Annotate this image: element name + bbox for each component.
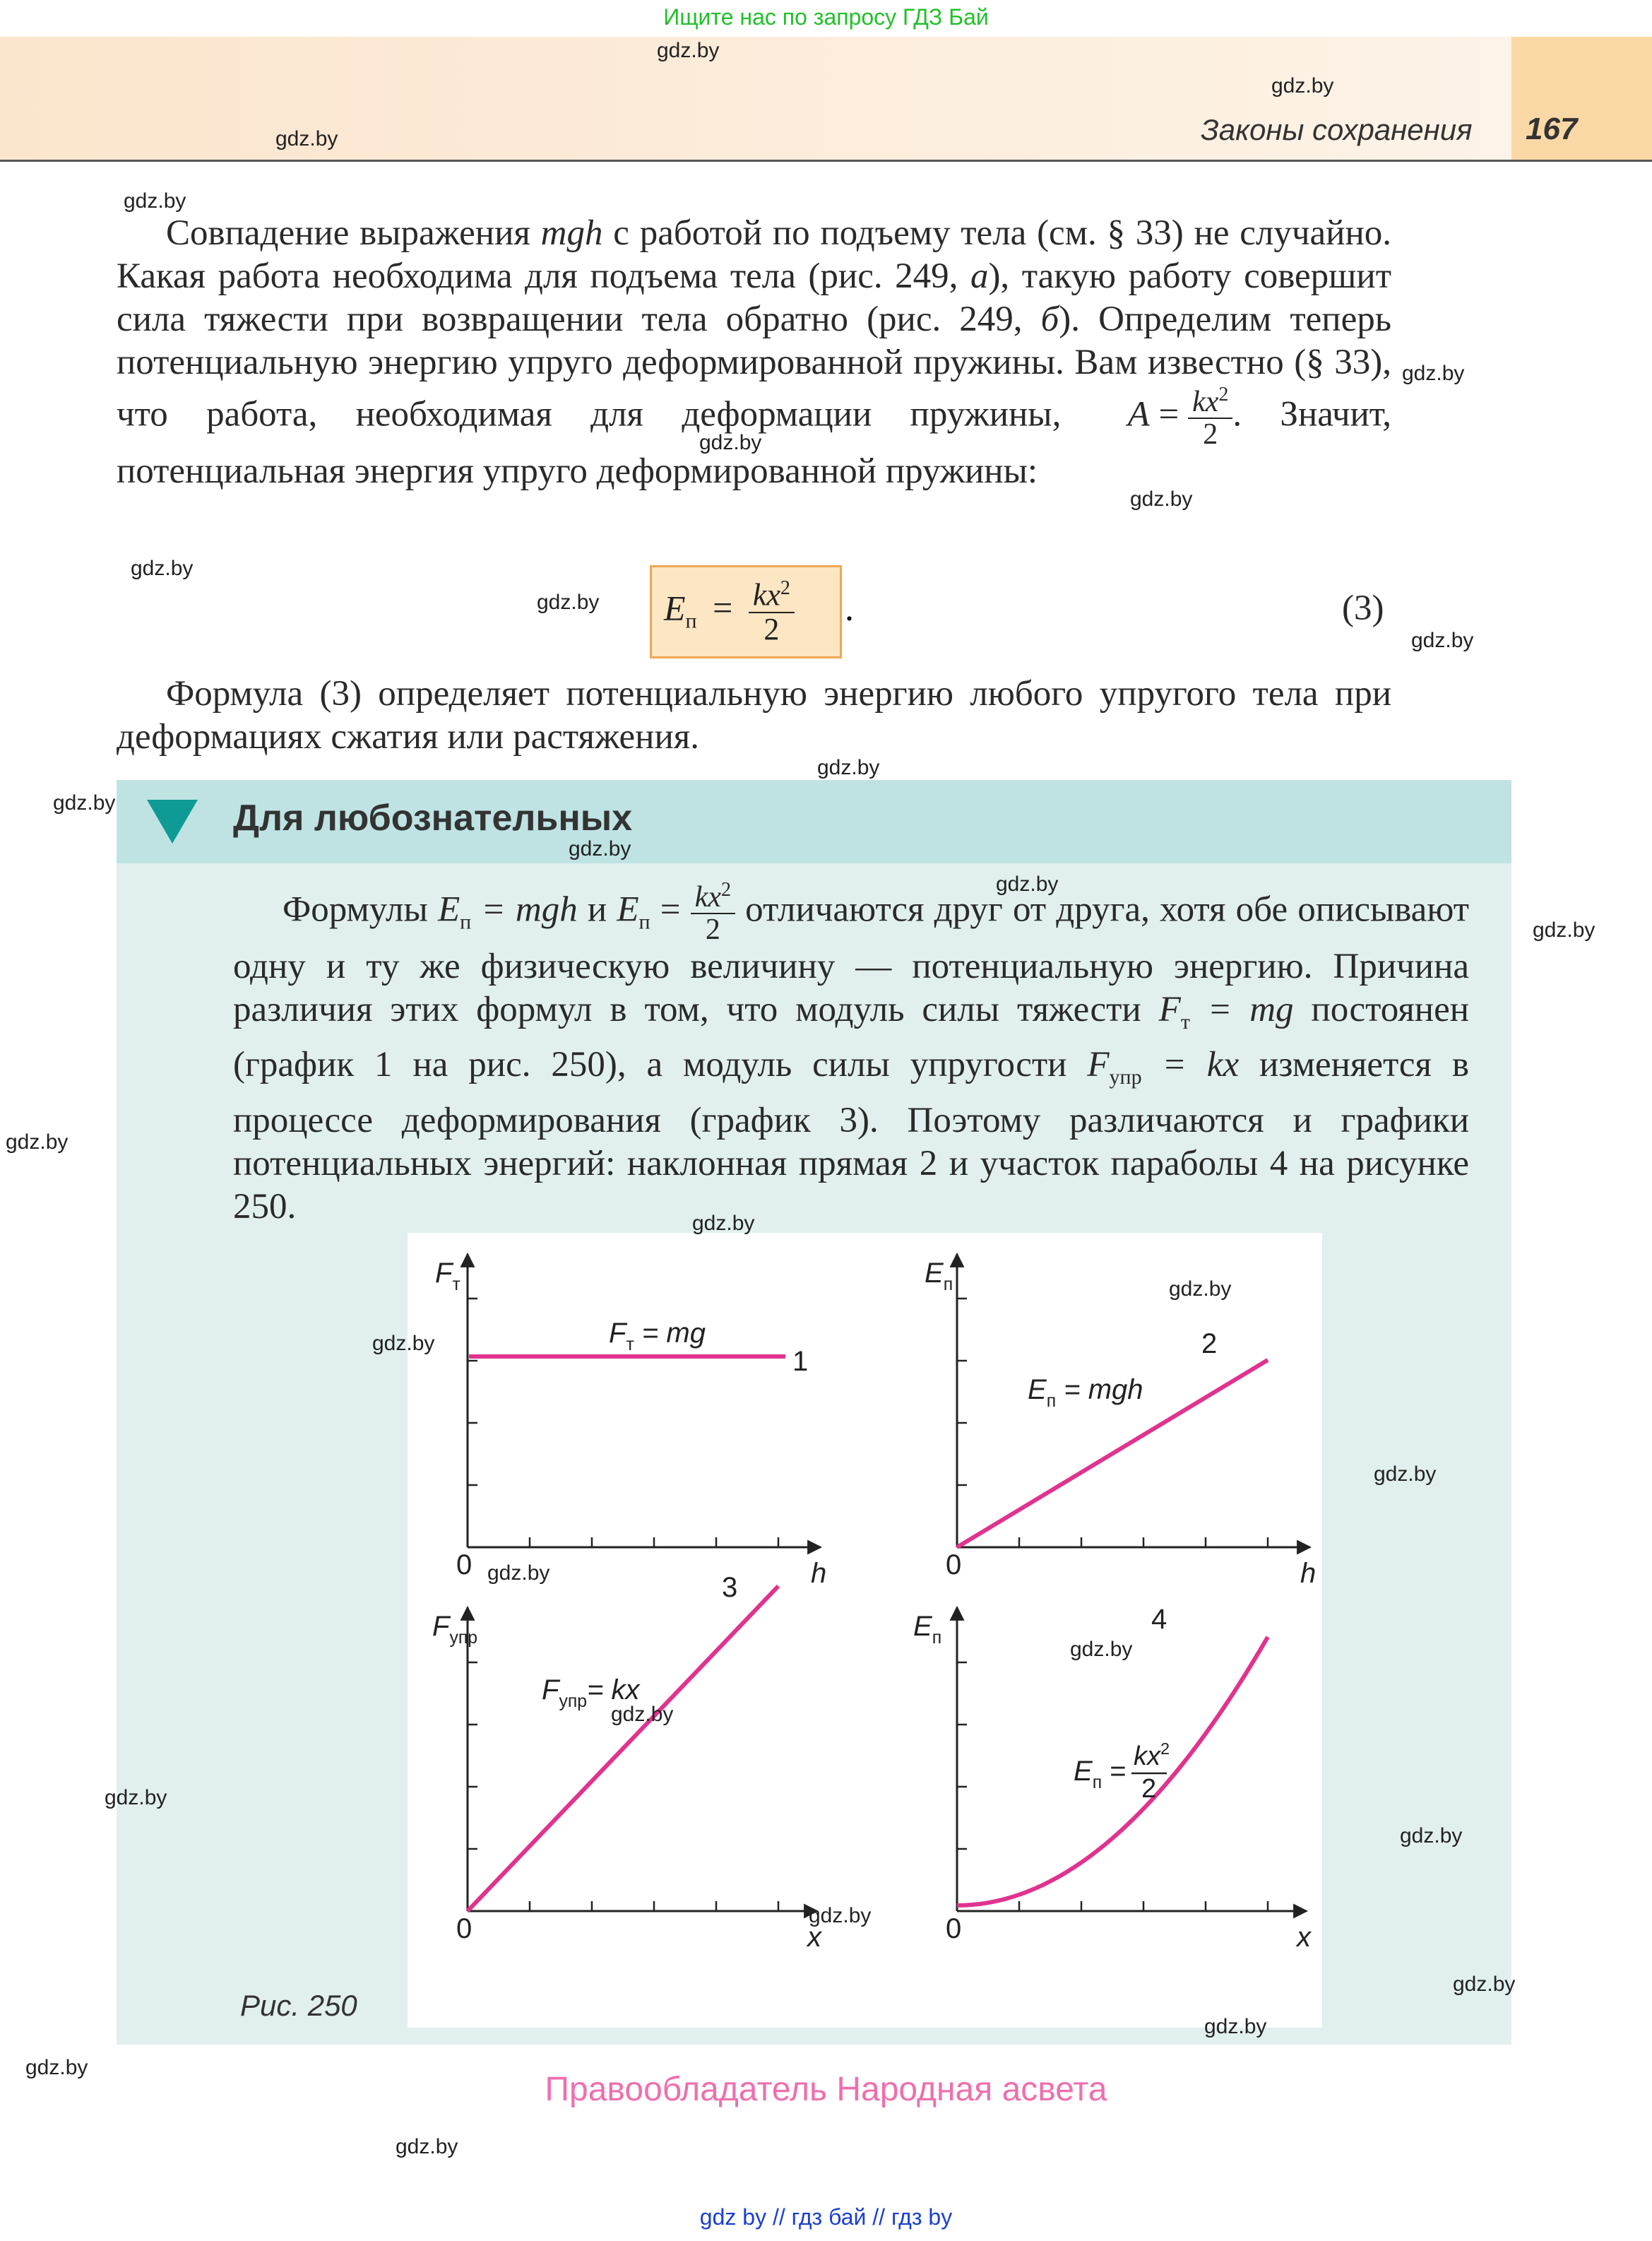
y-axis-label: $E_п$: [913, 1611, 942, 1648]
text: а: [970, 256, 989, 296]
watermark: gdz.by: [25, 2056, 88, 2079]
text: упр: [1109, 1065, 1142, 1089]
x-axis-label: x: [1297, 1922, 1311, 1953]
origin-label: 0: [456, 1549, 473, 1580]
fraction: [691, 880, 735, 945]
curve-formula: $E_п$ = mgh: [1028, 1374, 1143, 1412]
text: б: [1040, 300, 1059, 339]
top-banner[interactable]: Ищите нас по запросу ГДЗ Бай: [663, 4, 989, 30]
watermark: gdz.by: [611, 1703, 674, 1726]
origin-label: 0: [946, 1549, 962, 1580]
watermark: gdz.by: [53, 791, 116, 815]
fraction-num: [749, 578, 795, 613]
var-F: F: [1087, 1045, 1110, 1085]
text: Формула (3) определяет потенциальную энергию любого упругого тела при деформациях сжатия или растяжения.: [117, 674, 1391, 757]
triangle-icon: [147, 800, 198, 844]
curve-number: 3: [722, 1572, 738, 1603]
watermark: gdz.by: [817, 756, 880, 779]
curve-formula: $F_т$ = mg: [609, 1318, 706, 1355]
text: kx: [752, 577, 780, 613]
formula-3: [664, 578, 795, 646]
watermark: gdz.by: [124, 189, 186, 213]
text: = mg: [1189, 990, 1294, 1030]
text: п: [685, 609, 697, 633]
watermark: gdz.by: [692, 1212, 755, 1235]
fraction: [749, 578, 795, 646]
watermark: gdz.by: [1402, 362, 1465, 385]
fraction-den: 2: [763, 611, 780, 646]
fraction: [1188, 384, 1232, 450]
fraction-num: $kx^2$: [1134, 1739, 1170, 1771]
text: = mgh: [471, 889, 578, 930]
x-axis-label: x: [807, 1922, 821, 1953]
curve-formula: $F_{упр}=$ kx: [542, 1674, 640, 1712]
curve-number: 4: [1151, 1604, 1167, 1635]
page-number: 167: [1526, 112, 1578, 146]
watermark: gdz.by: [1533, 918, 1595, 942]
x-axis-label: h: [811, 1558, 827, 1589]
curious-title: Для любознательных: [233, 798, 633, 839]
watermark: gdz.by: [131, 557, 194, 580]
text: Формулы: [283, 889, 438, 930]
watermark: gdz.by: [1204, 2015, 1267, 2038]
curve-number: 1: [792, 1346, 809, 1377]
text: kx: [694, 881, 722, 913]
copyright: Правообладатель Народная асвета: [545, 2071, 1107, 2108]
section-title: Законы сохранения: [1201, 113, 1473, 146]
text: =: [660, 889, 681, 930]
watermark: gdz.by: [1411, 629, 1474, 652]
text: ). Определим теперь потенциальную энергию упруго деформированной пружины. Вам известно (§ 33), что работа, необходимая для деформации пружины,: [117, 300, 1391, 434]
watermark: gdz.by: [396, 2135, 458, 2158]
origin-label: 0: [456, 1913, 473, 1944]
text: и: [577, 889, 617, 930]
text: = kx: [1141, 1045, 1240, 1085]
var-A: A: [1127, 394, 1150, 434]
y-axis-label: $F_т$: [435, 1258, 460, 1295]
var-E: E: [664, 588, 686, 628]
y-axis-label: $E_п$: [925, 1258, 953, 1295]
labels-layer: [432, 1258, 1316, 1953]
axes-layer: [468, 1254, 1310, 1911]
text: Совпадение выражения: [166, 213, 541, 253]
var-mgh: mgh: [540, 213, 603, 253]
watermark: gdz.by: [105, 1786, 167, 1809]
curve-formula: $E_п$ =: [1074, 1756, 1127, 1793]
watermark: gdz.by: [275, 127, 338, 150]
equation-number: (3): [1342, 589, 1384, 628]
origin-label: 0: [946, 1913, 962, 1944]
watermark: gdz.by: [996, 873, 1059, 896]
text: 2: [721, 879, 732, 901]
text: постоянен (график 1 на рис. 250), а модуль силы упругости: [233, 990, 1469, 1085]
curve-3: [468, 1586, 778, 1911]
text: изменяется в процессе деформирования (график 3). Поэтому различаются и графики потенциальных энергий: наклонная прямая 2 и участок параболы 4 на рисунке 250.: [233, 1045, 1469, 1226]
watermark: gdz.by: [809, 1904, 872, 1927]
fraction-num: [1188, 384, 1232, 419]
watermark: gdz.by: [487, 1561, 550, 1585]
watermark: gdz.by: [537, 591, 600, 614]
text: ), такую работу совершит сила тяжести при возвращении тела обратно (рис. 249,: [117, 256, 1391, 339]
watermark: gdz.by: [1130, 487, 1193, 511]
watermark: gdz.by: [1453, 1973, 1516, 1996]
curve-number: 2: [1201, 1328, 1218, 1359]
curves-layer: [468, 1356, 1268, 1911]
watermark: gdz.by: [657, 39, 720, 62]
var-E: E: [617, 889, 639, 930]
curious-paragraph: [233, 880, 1469, 1229]
text: с работой по подъему тела (см. § 33) не случайно. Какая работа необходима для подъема тела (рис. 249,: [117, 213, 1392, 296]
y-axis-label: $F_{упр}$: [432, 1611, 478, 1648]
text: kx: [1192, 386, 1219, 418]
watermark: gdz.by: [1271, 74, 1334, 97]
text: 2: [780, 577, 790, 599]
watermark: gdz.by: [1070, 1638, 1133, 1661]
text: отличаются друг от друга, хотя обе описывают одну и ту же физическую величину — потенциальную энергию. Причина различия этих формул в том, что модуль силы тяжести: [233, 889, 1470, 1030]
watermark: gdz.by: [1374, 1462, 1437, 1486]
watermark: gdz.by: [6, 1130, 69, 1154]
text: т: [1180, 1010, 1190, 1034]
watermark: gdz.by: [1169, 1277, 1232, 1301]
figure-caption: Рис. 250: [240, 1989, 357, 2022]
watermark: gdz.by: [699, 431, 762, 454]
fraction-den: 2: [1203, 418, 1218, 451]
paragraph-formula-3: [117, 673, 1391, 759]
text: . Значит, потенциальная энергия упруго деформированной пружины:: [117, 394, 1391, 492]
text: 2: [1218, 384, 1229, 406]
fraction-num: [691, 880, 735, 914]
watermark: gdz.by: [569, 837, 631, 861]
work-formula: [1128, 384, 1233, 450]
var-E: E: [437, 889, 460, 930]
text: п: [460, 910, 472, 934]
x-axis-label: h: [1300, 1558, 1317, 1589]
fraction-den: 2: [1141, 1774, 1157, 1804]
text: п: [638, 910, 650, 934]
watermark: gdz.by: [372, 1332, 435, 1355]
bottom-links[interactable]: gdz by // гдз бай // гдз by: [699, 2204, 953, 2230]
text: =: [1149, 394, 1189, 434]
formula-period: .: [845, 589, 854, 629]
watermark: gdz.by: [1400, 1824, 1463, 1847]
text: =: [713, 588, 733, 628]
fraction-den: 2: [705, 913, 720, 947]
header-divider: [0, 160, 1652, 162]
var-F: F: [1158, 990, 1181, 1030]
